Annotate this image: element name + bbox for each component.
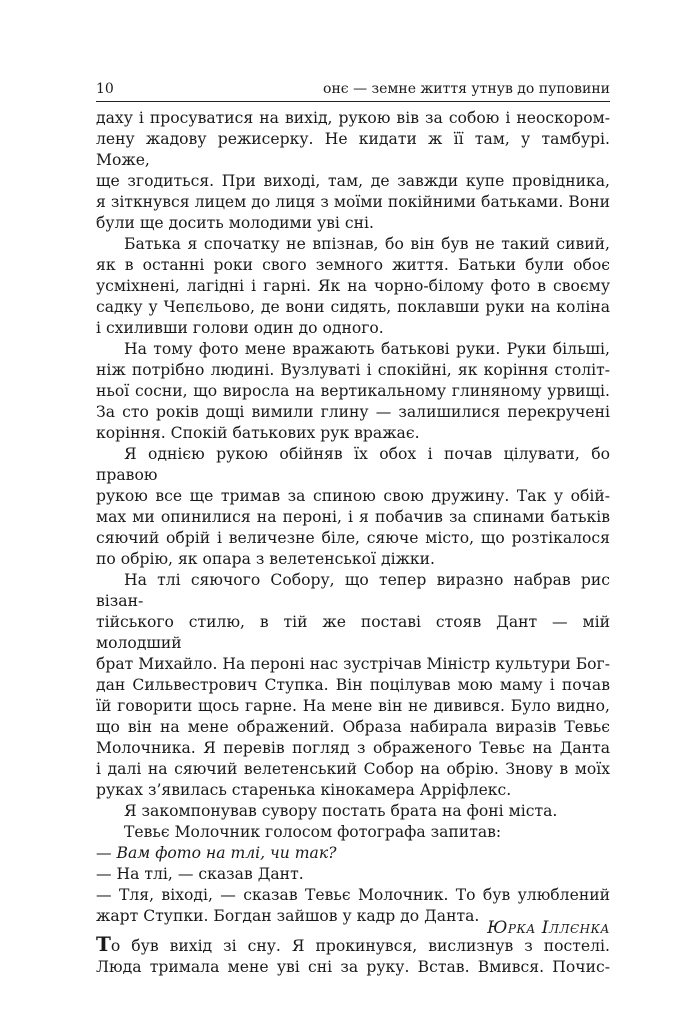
- text-line: На тлі сяючого Собору, що тепер виразно набрав рис візан-: [96, 571, 610, 610]
- text-line: Я закомпонував сувору постать брата на фоні міста.: [124, 802, 558, 820]
- text-line: рукою все ще тримав за спиною свою дружину. Так у обій-: [96, 487, 610, 505]
- text-line: руках з’явилась старенька кінокамера Арріфлекс.: [96, 781, 512, 799]
- dialogue-line: [96, 843, 610, 864]
- text-line: ніж потрібно людині. Вузлуваті і спокійні, як коріння століт-: [96, 361, 610, 379]
- text-line: усміхнені, лагідні і гарні. Як на чорно-білому фото в своєму: [96, 277, 610, 295]
- text-line: їй говорити щось гарне. На мене він не дивився. Було видно,: [96, 697, 610, 715]
- author-signature: Юрка Іллєнка: [487, 918, 610, 938]
- text-line: о був вихід зі сну. Я прокинувся, вислизнув з постелі.: [110, 937, 610, 955]
- text-line: ньої сосни, що виросла на вертикальному глиняному урвищі.: [96, 382, 610, 400]
- text-line: садку у Чепєльово, де вони сидять, поклавши руки на коліна: [96, 298, 610, 316]
- text-line: ще згодиться. При виході, там, де завжди купе провідника,: [96, 172, 610, 190]
- text-line: На тому фото мене вражають батькові руки. Руки більші,: [124, 340, 610, 358]
- dialogue-line: — Тля, віході, — сказав Тевьє Молочник. То був улюблений: [96, 886, 610, 904]
- text-line: сяючий обрій і величезне біле, сяюче місто, що розтікалося: [96, 529, 610, 547]
- text-line: Тевьє Молочник голосом фотографа запитав:: [124, 823, 502, 841]
- dialogue-line: — На тлі, — сказав Дант.: [96, 865, 304, 883]
- running-header: [96, 80, 610, 102]
- body-text: [96, 108, 610, 978]
- text-line: і схиливши голови один до одного.: [96, 319, 384, 337]
- running-title: онє — земне життя утнув до пуповини: [323, 81, 610, 97]
- text-line: по обрію, як опара з велетенської діжки.: [96, 550, 436, 568]
- text-line: що він на мене ображений. Образа набирала виразів Тевьє: [96, 718, 610, 736]
- text-line: Я однією рукою обійняв їх обох і почав цілувати, бо правою: [96, 445, 610, 484]
- text-line: були ще досить молодими уві сні.: [96, 214, 374, 232]
- text-line: брат Михайло. На пероні нас зустрічав Міністр культури Бог-: [96, 655, 610, 673]
- text-line: За сто років дощі вимили глину — залишилися перекручені: [96, 403, 610, 421]
- text-line: мах ми опинилися на пероні, і я побачив за спинами батьків: [96, 508, 610, 526]
- drop-cap: Т: [96, 932, 111, 956]
- text-line: Молочника. Я перевів погляд з ображеного Тевьє на Данта: [96, 739, 610, 757]
- text-line: даху і просуватися на вихід, рукою вів за собою і неоскором-: [96, 109, 610, 127]
- text-line: дан Сильвестрович Ступка. Він поцілував мою маму і почав: [96, 676, 610, 694]
- text-line: лену жадову режисерку. Не кидати ж її там, у тамбурі. Може,: [96, 130, 610, 169]
- text-line: як в останні роки свого земного життя. Батьки були обоє: [96, 256, 610, 274]
- dialogue-italic: — Вам фото на тлі, чи так?: [96, 844, 337, 862]
- text-line: і далі на сяючий велетенський Собор на обрію. Знову в моїх: [96, 760, 610, 778]
- text-line: жарт Ступки. Богдан зайшов у кадр до Данта.: [96, 907, 480, 925]
- text-line: Батька я спочатку не впізнав, бо він був не такий сивий,: [124, 235, 610, 253]
- text-line: коріння. Спокій батькових рук вражає.: [96, 424, 420, 442]
- text-line: Люда тримала мене уві сні за руку. Встав. Вмився. Почис-: [96, 958, 610, 976]
- text-line: тійського стилю, в тій же поставі стояв Дант — мій молодший: [96, 613, 610, 652]
- text-line: я зіткнувся лицем до лиця з моїми покійними батьками. Вони: [96, 193, 610, 211]
- page-number: 10: [96, 81, 114, 97]
